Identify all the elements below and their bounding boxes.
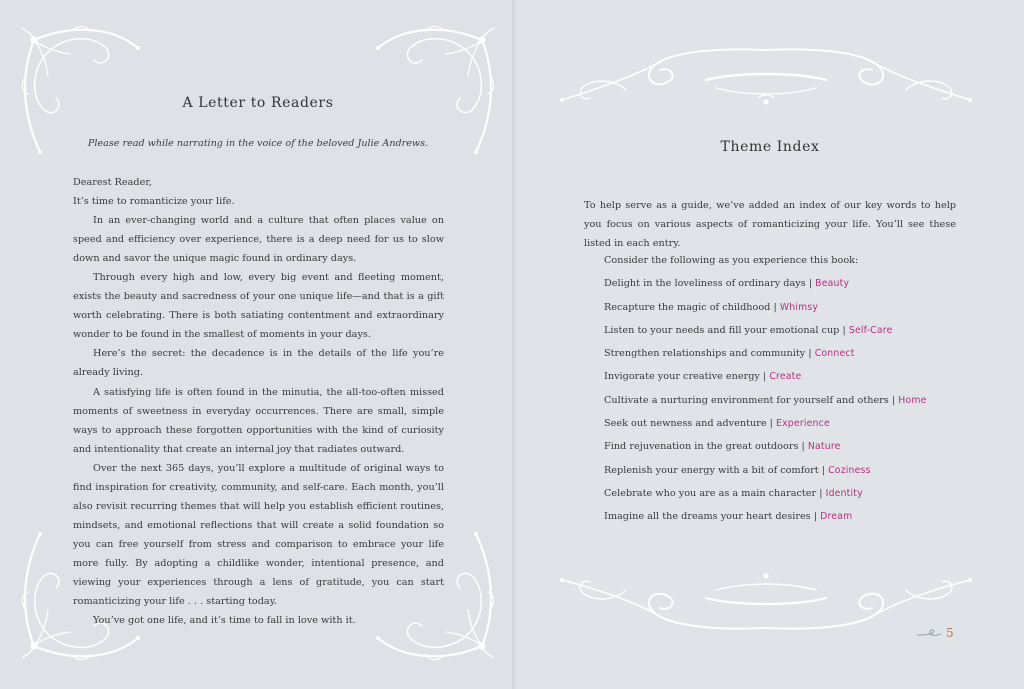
theme-description: Replenish your energy with a bit of comfort [604, 464, 819, 476]
theme-separator: | [813, 511, 818, 523]
theme-separator: | [773, 301, 777, 313]
letter-paragraph: A satisfying life is often found in the minutia, the all-too-often missed moments of sweetness in everyday occurrences. There are small, simple ways to approach these forgotten opportunities with the kind of curiosity and intentionality that create an internal joy that radiates outward. [73, 386, 444, 455]
theme-separator: | [842, 324, 846, 336]
theme-keyword: Experience [776, 418, 830, 430]
theme-separator: | [819, 487, 823, 499]
letter-salutation: Dearest Reader, [73, 177, 152, 188]
theme-separator: | [762, 371, 767, 383]
list-item [604, 484, 934, 507]
theme-separator: | [808, 348, 812, 360]
theme-keyword: Dream [820, 511, 853, 523]
letter-subtitle: Please read while narrating in the voice of the beloved Julie Andrews. [87, 138, 429, 149]
list-item [604, 298, 934, 321]
theme-description: Find rejuvenation in the great outdoors [604, 441, 799, 453]
list-item [604, 437, 934, 460]
bottom-flourish-divider-icon [556, 568, 976, 638]
corner-flourish-top-right-icon [372, 18, 502, 158]
letter-paragraph: Over the next 365 days, you’ll explore a multitude of original ways to find inspiration for creativity, community, and self-care. Each month, you’ll also revisit recurring themes that will help you establish efficient routines, mindsets, and emotional reflections that will create a solid foundation so you can free yourself from stress and comparison to embrace your life more fully. By adopting a childlike wonder, intentional presence, and viewing your experiences through a lens of gratitude, you can start romanticizing your life . . . starting today. [73, 462, 444, 608]
theme-index-intro: To help serve as a guide, we’ve added an index of our key words to help you focus on various aspects of romanticizing your life. You’ll see these listed in each entry. [584, 200, 956, 249]
theme-keyword: Beauty [815, 278, 850, 290]
theme-separator: | [769, 418, 773, 430]
page-number-swirl-icon [916, 628, 942, 640]
theme-keyword: Identity [825, 487, 863, 499]
list-item [604, 274, 934, 297]
list-item [604, 414, 934, 437]
list-item [604, 367, 934, 390]
right-page [516, 0, 1024, 689]
theme-description: Delight in the loveliness of ordinary days [604, 278, 806, 290]
theme-separator: | [821, 464, 826, 476]
list-item [604, 344, 934, 367]
theme-keyword: Whimsy [779, 301, 819, 313]
letter-title: A Letter to Readers [182, 95, 334, 111]
theme-description: Listen to your needs and fill your emotional cup [604, 324, 840, 336]
theme-description: Cultivate a nurturing environment for yourself and others [604, 394, 889, 406]
top-flourish-divider-icon [556, 40, 976, 120]
list-item [604, 461, 934, 484]
theme-description: Invigorate your creative energy [604, 371, 760, 383]
list-item [604, 391, 934, 414]
letter-paragraph: It’s time to romanticize your life. [73, 196, 235, 208]
theme-description: Recapture the magic of childhood [604, 301, 771, 313]
list-item [604, 321, 934, 344]
theme-separator: | [801, 441, 805, 453]
theme-keyword: Self-Care [848, 324, 893, 336]
theme-description: Strengthen relationships and community [604, 348, 806, 360]
theme-separator: | [891, 394, 896, 406]
theme-keyword: Nature [807, 441, 841, 453]
letter-paragraph: Through every high and low, every big event and fleeting moment, exists the beauty and sacredness of your one unique life—and that is a gift worth celebrating. There is both satiating contentment and extraordinary wonder to be found in the smallest of moments in your days. [73, 272, 444, 341]
theme-description: Celebrate who you are as a main character [604, 487, 817, 499]
theme-keyword: Connect [814, 348, 855, 360]
theme-keyword: Create [769, 371, 802, 383]
corner-flourish-top-left-icon [14, 18, 144, 158]
theme-list-intro: Consider the following as you experience this book: [604, 255, 859, 266]
theme-keyword: Coziness [828, 464, 871, 476]
theme-list [604, 251, 934, 531]
page-number: 5 [946, 626, 954, 640]
theme-separator: | [808, 278, 813, 290]
theme-index-title: Theme Index [720, 139, 820, 155]
theme-description: Seek out newness and adventure [604, 418, 767, 430]
letter-body [73, 173, 444, 630]
list-item [604, 507, 934, 530]
theme-keyword: Home [898, 394, 927, 406]
theme-description: Imagine all the dreams your heart desires [604, 511, 811, 523]
letter-paragraph: You’ve got one life, and it’s time to fall in love with it. [93, 615, 356, 627]
letter-paragraph: In an ever-changing world and a culture that often places value on speed and efficiency over experience, there is a deep need for us to slow down and savor the unique magic found in ordinary days. [73, 215, 444, 265]
letter-paragraph: Here’s the secret: the decadence is in the details of the life you’re already living. [73, 348, 444, 379]
